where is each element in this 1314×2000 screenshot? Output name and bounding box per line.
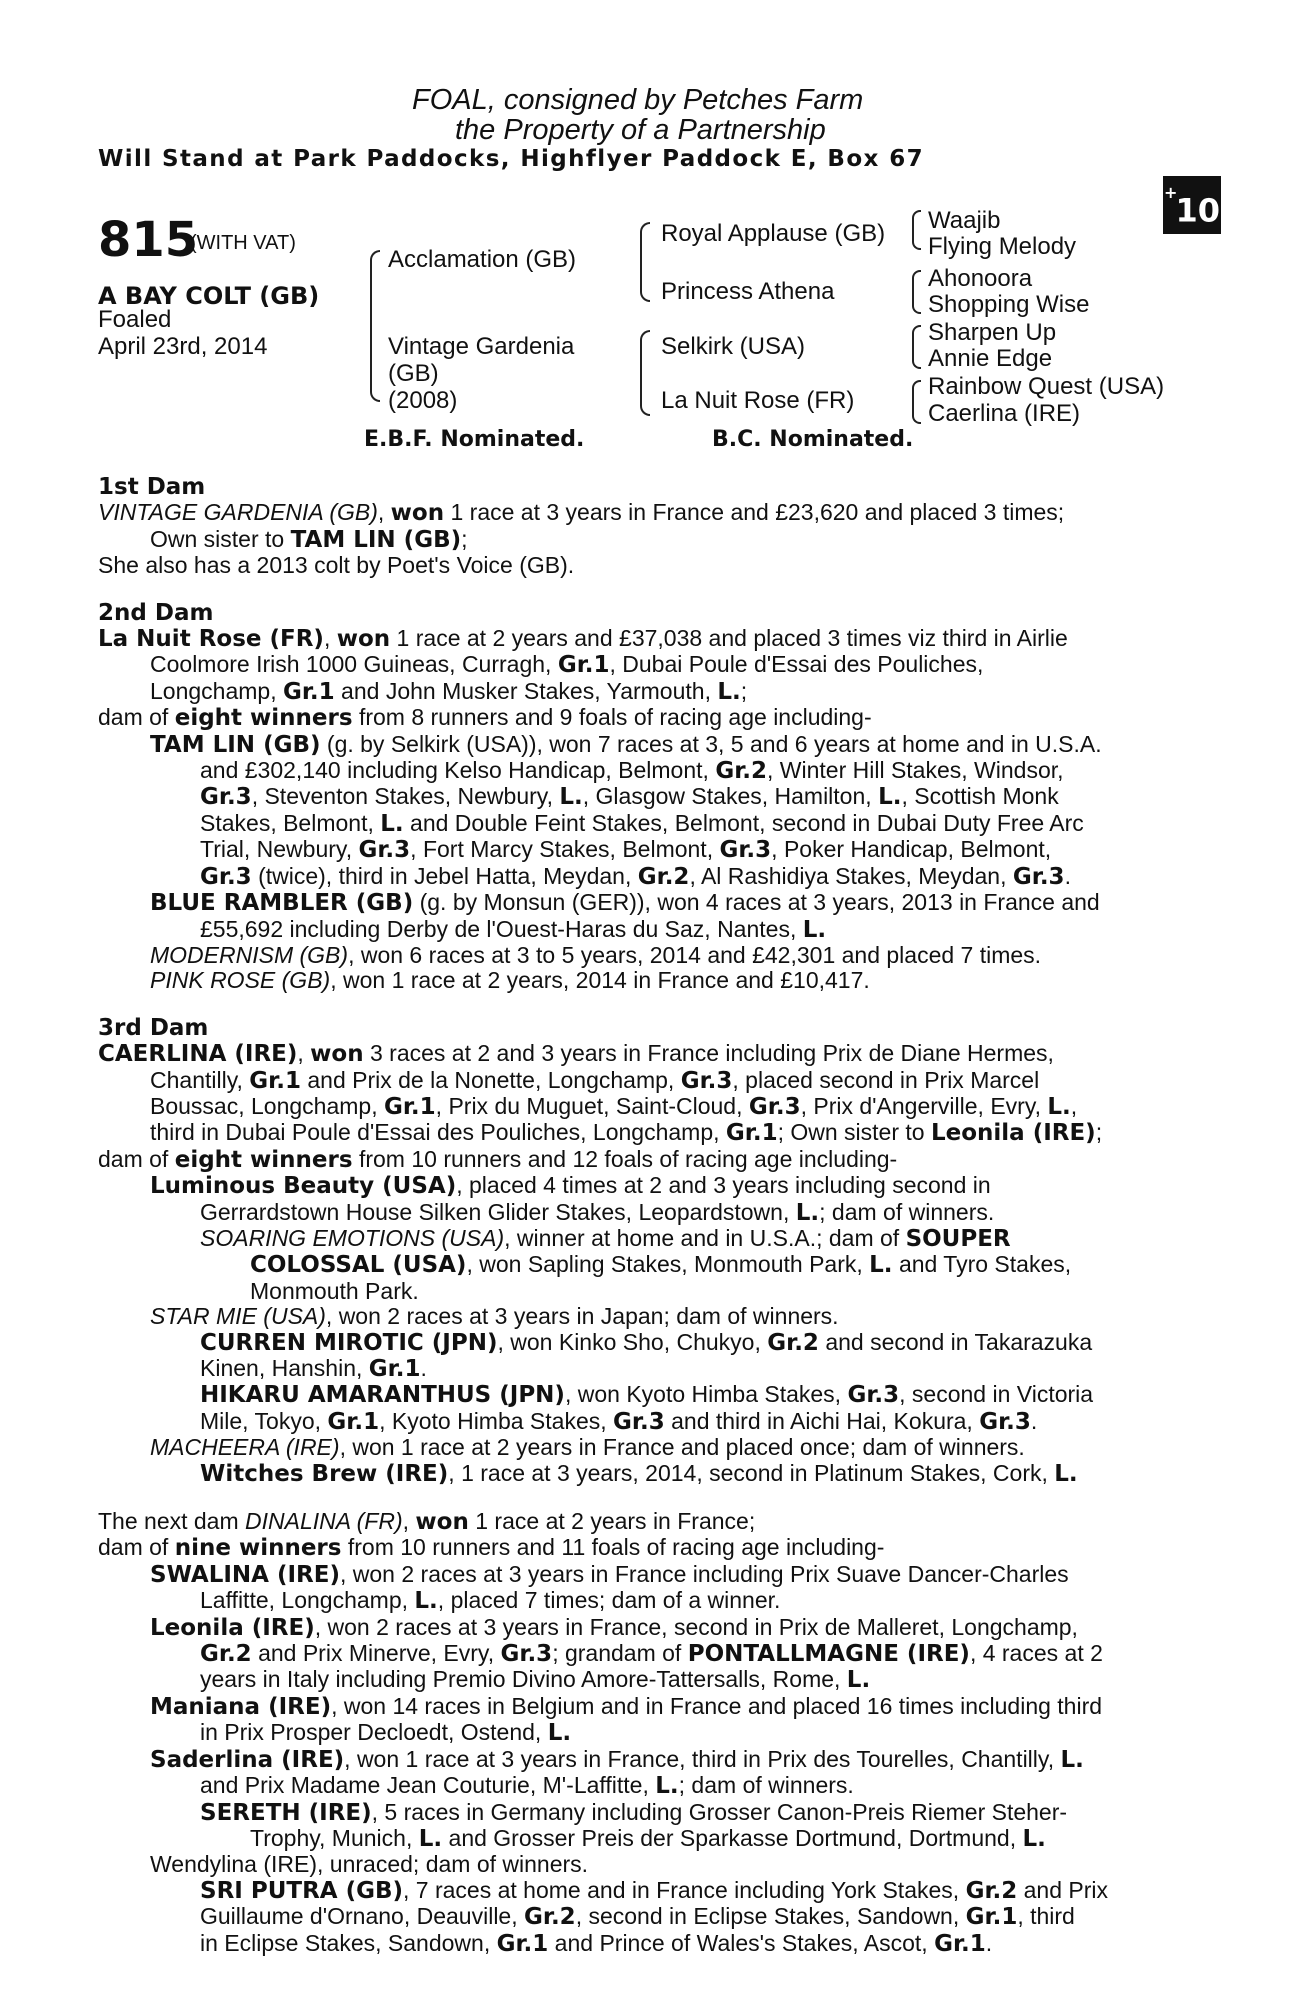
text-run: Own sister to [150,525,291,552]
text-run: , 5 races in Germany including Grosser Canon-Preis Riemer Steher- [371,1798,1068,1825]
sire: Acclamation (GB) [388,246,577,273]
text-line [98,890,1203,916]
text-run: L. [717,678,741,705]
text-line [98,1826,1203,1852]
text-line [98,1252,1203,1278]
section-heading: 2nd Dam [98,599,214,626]
text-run: , [402,1508,416,1535]
sire-sire-sire: Waajib [928,207,1001,234]
text-line [98,837,1203,863]
text-run: Gr.1 [725,1120,778,1147]
pedigree-notes [98,475,1203,1957]
text-run: nine winners [174,1535,342,1562]
text-run: eight winners [174,705,353,732]
text-run: and Prix de la Nonette, Longchamp, [300,1066,681,1093]
pedigree-brace-main [370,250,380,402]
text-run: and Prix Minerve, Evry, [251,1640,501,1667]
pedigree-brace-sire [640,222,650,302]
text-run: Gr.3 [200,784,252,811]
text-run: Gr.3 [358,837,411,864]
text-run: L. [795,1199,820,1226]
text-run: , Al Rashidiya Stakes, Meydan, [689,862,1013,889]
text-run: L. [559,784,583,811]
text-line [98,1435,1203,1460]
text-run: MACHEERA (IRE) [150,1434,340,1461]
text-run: Wendylina (IRE), unraced; dam of winners. [150,1851,589,1878]
text-run: and Prix Madame Jean Couturie, M'-Laffitte, [200,1772,656,1799]
dam-sire: Selkirk (USA) [661,333,806,360]
text-run: . [1030,1407,1038,1434]
text-line [98,1356,1203,1382]
text-run: Leonila (IRE) [930,1120,1096,1147]
text-run: dam of [98,704,175,731]
text-run: Gr.1 [496,1930,549,1957]
text-run: , placed 7 times; dam of a winner. [437,1587,781,1614]
text-run: . [420,1355,427,1381]
text-run: She also has a 2013 colt by Poet's Voice (GB). [98,552,575,579]
foaled-label: Foaled [98,306,172,333]
text-run: , won 6 races at 3 to 5 years, 2014 and £42,301 and placed 7 times. [348,941,1042,968]
text-line [98,943,1203,968]
lot-number: 815 [98,212,199,268]
text-line [98,1852,1203,1877]
text-line [98,1304,1203,1329]
text-run: Kinen, Hanshin, [200,1355,369,1381]
text-run: , Winter Hill Stakes, Windsor, [767,757,1064,784]
pedigree-brace-dd [912,380,921,424]
text-run: and Grosser Preis der Sparkasse Dortmund, Dortmund, [442,1824,1023,1851]
text-run: Gr.3 [979,1408,1031,1435]
sire-dam: Princess Athena [661,278,835,305]
text-line [98,1200,1203,1226]
text-line [98,1535,1203,1561]
text-run: , won 1 race at 2 years in France and placed once; dam of winners. [339,1434,1025,1461]
text-run: , won Kinko Sho, Chukyo, [497,1328,768,1355]
vat-note: (WITH VAT) [190,232,296,254]
text-run: Gr.1 [557,652,610,679]
text-run: , Dubai Poule d'Essai des Pouliches, [609,651,984,678]
text-run: L. [1060,1746,1084,1773]
text-run: STAR MIE (USA) [150,1303,326,1330]
text-run: L. [869,1252,893,1279]
text-run: Gr.2 [637,863,690,890]
text-line [98,758,1203,784]
ownership-line: the Property of a Partnership [455,114,826,146]
text-run: Gr.1 [383,1093,436,1120]
text-line [98,1878,1203,1904]
text-line [98,968,1203,993]
section [98,601,1203,994]
dam-sire-sire: Sharpen Up [928,319,1057,346]
text-run: Trophy, Munich, [250,1824,419,1851]
badge-number: 10 [1175,191,1220,230]
text-line [98,1773,1203,1799]
text-run: L. [802,916,827,943]
text-run: Boussac, Longchamp, [150,1092,384,1119]
text-line [98,1279,1203,1304]
section [98,1016,1203,1487]
text-run: , won 1 race at 3 years in France, third in Prix des Tourelles, Chantilly, [344,1745,1061,1772]
text-run: Gr.2 [965,1877,1018,1904]
text-run: L. [1054,1460,1078,1487]
text-line [98,1720,1203,1746]
text-run: Gr.1 [249,1067,301,1094]
text-line [98,784,1203,810]
text-run: , 7 races at home and in France including York Stakes, [403,1876,966,1903]
dam-line1: Vintage Gardenia [388,333,575,360]
text-run: Gr.1 [965,1904,1018,1931]
text-run: SWALINA (IRE) [150,1561,340,1588]
text-run: TAM LIN (GB) [290,526,462,553]
text-run: TAM LIN (GB) [150,731,321,758]
text-run: won [390,500,445,527]
text-run: 1 race at 2 years in France; [468,1508,756,1535]
lot-title: A BAY COLT (GB) [98,282,320,310]
text-run: Chantilly, [150,1066,250,1093]
text-run: Gr.2 [524,1904,576,1931]
text-run: from 8 runners and 9 foals of racing age including- [352,704,872,731]
dam-dam-sire: Rainbow Quest (USA) [928,373,1165,400]
text-line [98,1588,1203,1614]
text-line [98,1562,1203,1588]
text-run: and Prince of Wales's Stakes, Ascot, [548,1929,935,1956]
text-run: and John Musker Stakes, Yarmouth, [334,677,718,704]
dam-line3: (2008) [388,387,458,414]
text-run: , second in Eclipse Stakes, Sandown, [575,1903,966,1930]
text-run: , third [1017,1903,1075,1930]
text-run: in Prix Prosper Decloedt, Ostend, [200,1719,548,1746]
text-run: . [1064,862,1071,889]
text-run: L. [655,1773,679,1800]
text-run: years in Italy including Premio Divino Amore-Tattersalls, Rome, [200,1666,847,1693]
text-run: Gr.2 [200,1641,252,1668]
text-line [98,1509,1203,1535]
text-run: PONTALLMAGNE (IRE) [687,1641,970,1668]
text-line [98,652,1203,678]
text-run: 1 race at 2 years and £37,038 and placed 3 times viz third in Airlie [390,625,1068,652]
text-run: , Kyoto Himba Stakes, [379,1407,614,1434]
text-run: and Tyro Stakes, [892,1251,1072,1278]
text-run: , won 2 races at 3 years in France, second in Prix de Malleret, Longchamp, [314,1613,1078,1640]
pedigree-brace-ds [912,325,921,369]
text-run: COLOSSAL (USA) [250,1252,467,1279]
text-run: , 1 race at 3 years, 2014, second in Platinum Stakes, Cork, [448,1459,1055,1486]
text-run: SRI PUTRA (GB) [200,1877,404,1904]
text-run: , [297,1040,311,1067]
section-heading: 3rd Dam [98,1014,209,1041]
sire-sire: Royal Applause (GB) [661,220,886,247]
text-run: , won 2 races at 3 years in France including Prix Suave Dancer-Charles [339,1560,1069,1587]
text-line [98,1615,1203,1641]
ebf-nominated: E.B.F. Nominated. [364,427,585,452]
text-run: ; dam of winners. [819,1198,995,1225]
text-run: . [985,1929,993,1956]
text-run: L. [878,784,902,811]
text-run: L. [380,810,404,837]
text-run: Monmouth Park. [250,1277,419,1304]
pedigree-brace-ss [912,210,921,250]
text-line [98,705,1203,731]
text-run: ; dam of winners. [678,1772,854,1799]
text-run: from 10 runners and 11 foals of racing age including- [341,1534,885,1561]
text-run: ; grandam of [552,1640,688,1667]
text-line [98,527,1203,553]
badge-mark: + [1164,183,1178,202]
text-line [98,1068,1203,1094]
text-run: won [336,626,391,653]
text-run: and second in Takarazuka [818,1328,1093,1355]
text-run: and £302,140 including Kelso Handicap, Belmont, [200,757,716,784]
text-run: SOUPER [905,1225,1011,1252]
text-run: won [310,1041,364,1068]
text-run: CURREN MIROTIC (JPN) [200,1329,498,1356]
text-run: L. [1047,1093,1071,1120]
text-run: , Scottish Monk [901,783,1059,810]
text-run: (g. by Monsun (GER)), won 4 races at 3 years, 2013 in France and [413,889,1100,916]
text-line [98,1094,1203,1120]
text-run: Gr.1 [327,1408,380,1435]
section-heading: 1st Dam [98,474,206,500]
text-run: Gerrardstown House Silken Glider Stakes, Leopardstown, [200,1198,796,1225]
text-line [98,500,1203,526]
text-run: Longchamp, [150,677,283,704]
text-run: Gr.1 [282,678,335,705]
text-run: L. [846,1667,871,1694]
text-run: and Double Feint Stakes, Belmont, second in Dubai Duty Free Arc [403,809,1084,836]
text-run: Gr.2 [715,758,767,785]
text-line [98,553,1203,578]
text-run: Witches Brew (IRE) [200,1460,449,1487]
text-run: Stakes, Belmont, [200,809,381,836]
section [98,1509,1203,1957]
text-run: L. [414,1588,438,1615]
text-run: BLUE RAMBLER (GB) [150,890,414,917]
text-run: Gr.1 [368,1356,421,1382]
text-run: won [415,1509,469,1536]
text-run: ; [461,525,468,552]
text-run: Gr.3 [680,1067,733,1094]
text-run: Mile, Tokyo, [200,1407,328,1434]
text-run: , placed 4 times at 2 and 3 years including second in [456,1172,991,1199]
text-line [98,1147,1203,1173]
text-run: HIKARU AMARANTHUS (JPN) [200,1382,565,1409]
text-line [98,1800,1203,1826]
text-run: Gr.3 [200,863,252,890]
text-run: Gr.2 [767,1329,819,1356]
text-line [98,864,1203,890]
dam-dam: La Nuit Rose (FR) [661,387,855,414]
text-run: L. [547,1720,572,1747]
text-line [98,1904,1203,1930]
text-run: Coolmore Irish 1000 Guineas, Curragh, [150,651,558,678]
text-run: , Poker Handicap, Belmont, [771,836,1052,863]
text-run: Luminous Beauty (USA) [150,1173,457,1200]
text-run: , 4 races at 2 [969,1640,1103,1667]
stand-location: Will Stand at Park Paddocks, Highflyer Paddock E, Box 67 [98,146,925,172]
text-run: MODERNISM (GB) [150,941,349,968]
dam-sire-dam: Annie Edge [928,345,1053,372]
text-run: , won Sapling Stakes, Monmouth Park, [466,1251,870,1278]
text-run: SERETH (IRE) [200,1799,372,1826]
text-run: ; Own sister to [777,1119,931,1146]
text-run: and third in Aichi Hai, Kokura, [664,1407,980,1434]
text-run: , second in Victoria [899,1381,1094,1408]
sire-dam-dam: Shopping Wise [928,291,1090,318]
text-run: CAERLINA (IRE) [98,1041,298,1068]
text-run: ; [1095,1119,1103,1146]
text-run: Gr.3 [1012,863,1065,890]
text-run: Guillaume d'Ornano, Deauville, [200,1903,524,1930]
text-run: Gr.1 [934,1930,986,1957]
pedigree-brace-sd [912,270,921,314]
text-run: Trial, Newbury, [200,836,359,863]
consignor-line: FOAL, consigned by Petches Farm [412,84,864,116]
text-run: , Fort Marcy Stakes, Belmont, [410,836,720,863]
text-run: , [377,499,391,526]
text-line [98,1120,1203,1146]
dam-line2: (GB) [388,360,439,387]
text-line [98,626,1203,652]
text-run: DINALINA (FR) [245,1508,403,1535]
foaled-date: April 23rd, 2014 [98,333,268,360]
bc-nominated: B.C. Nominated. [712,427,914,452]
text-run: The next dam [98,1508,246,1535]
text-run: L. [1022,1825,1046,1852]
text-line [98,1641,1203,1667]
text-line [98,1041,1203,1067]
text-run: , placed second in Prix Marcel [732,1066,1040,1093]
text-run: (g. by Selkirk (USA)), won 7 races at 3, 5 and 6 years at home and in U.S.A. [320,730,1102,757]
text-run: PINK ROSE (GB) [150,967,331,994]
dam-dam-dam: Caerlina (IRE) [928,400,1081,427]
text-run: Gr.3 [847,1382,900,1409]
text-run: Leonila (IRE) [150,1614,315,1641]
text-line [98,1330,1203,1356]
text-run: , won 14 races in Belgium and in France and placed 16 times including third [331,1692,1103,1719]
text-run: , won 2 races at 3 years in Japan; dam of winners. [325,1303,839,1330]
text-run: in Eclipse Stakes, Sandown, [200,1929,497,1956]
text-run: £55,692 including Derby de l'Ouest-Haras du Saz, Nantes, [200,915,803,942]
text-run: third in Dubai Poule d'Essai des Pouliches, Longchamp, [150,1119,726,1146]
text-line [98,1667,1203,1693]
sire-sire-dam: Flying Melody [928,233,1077,260]
text-run: , Steventon Stakes, Newbury, [251,783,560,810]
text-line [98,1694,1203,1720]
text-run: Gr.3 [719,837,772,864]
text-run: and Prix [1017,1876,1109,1903]
text-run: Maniana (IRE) [150,1693,332,1720]
text-run: dam of [98,1534,175,1561]
text-run: SOARING EMOTIONS (USA) [200,1224,505,1251]
section [98,475,1203,579]
text-run: , [1070,1092,1078,1119]
text-run: eight winners [174,1146,353,1173]
text-line [98,732,1203,758]
text-run: Gr.3 [613,1408,665,1435]
text-line [98,1747,1203,1773]
text-run: dam of [98,1145,175,1172]
text-run: 1 race at 3 years in France and £23,620 and placed 3 times; [444,499,1065,526]
text-run: L. [418,1825,443,1852]
text-run: , won 1 race at 2 years, 2014 in France and £10,417. [330,967,870,994]
text-line [98,811,1203,837]
text-run: , Prix du Muguet, Saint-Cloud, [435,1092,749,1119]
text-run: , Prix d'Angerville, Evry, [800,1092,1048,1119]
text-line [98,1226,1203,1252]
text-run: Gr.3 [748,1093,801,1120]
lot-badge [1163,176,1221,234]
text-run: Laffitte, Longchamp, [200,1587,415,1614]
text-run: 3 races at 2 and 3 years in France including Prix de Diane Hermes, [363,1040,1054,1067]
text-line [98,1382,1203,1408]
text-line [98,679,1203,705]
pedigree-brace-dam [640,330,650,416]
text-line [98,1931,1203,1957]
text-run: , Glasgow Stakes, Hamilton, [582,783,879,810]
text-run: , winner at home and in U.S.A.; dam of [504,1224,906,1251]
text-run: , won Kyoto Himba Stakes, [564,1381,848,1408]
text-run: , [323,625,337,652]
text-line [98,917,1203,943]
text-run: Saderlina (IRE) [150,1746,345,1773]
text-run: VINTAGE GARDENIA (GB) [98,499,378,526]
text-run: Gr.3 [500,1641,553,1668]
text-line [98,1461,1203,1487]
text-run: from 10 runners and 12 foals of racing age including- [352,1145,898,1172]
text-run: La Nuit Rose (FR) [98,626,324,653]
text-run: ; [740,677,748,704]
text-line [98,1409,1203,1435]
sire-dam-sire: Ahonoora [928,265,1033,292]
text-run: (twice), third in Jebel Hatta, Meydan, [251,862,638,889]
text-line [98,1173,1203,1199]
